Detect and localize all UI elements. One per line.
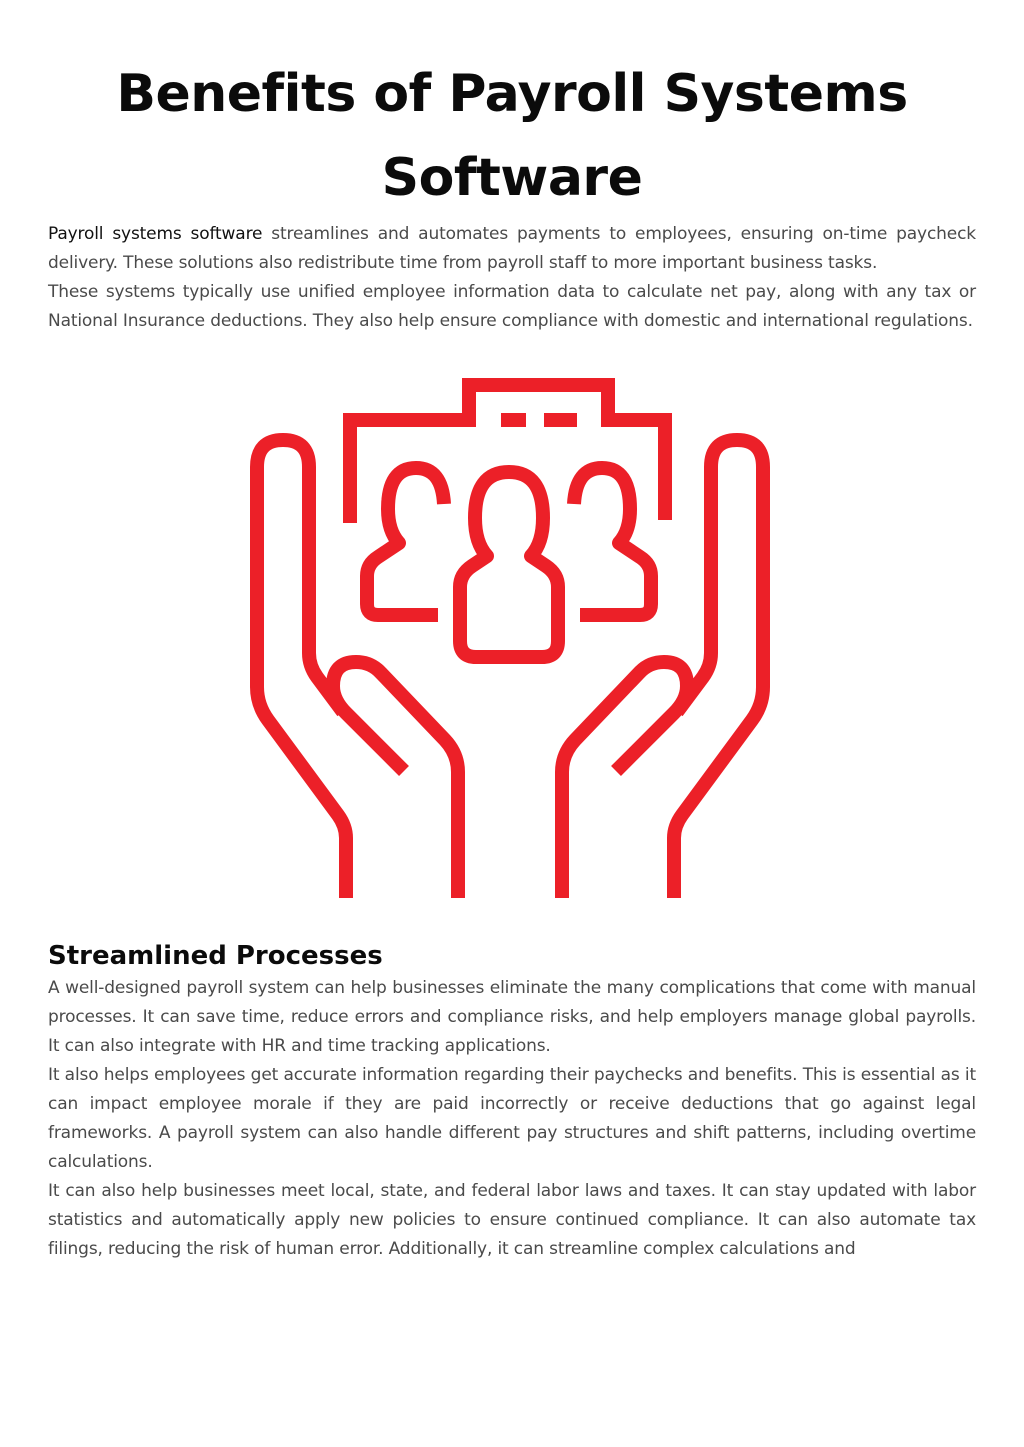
intro-paragraph-2: These systems typically use unified employee information data to calculate net pay, along with any tax or National Insurance deductions. They also help ensure compliance with domestic and international regulations. [48,282,976,331]
person-center [460,472,558,657]
title-line-2: Software [381,148,643,208]
person-right [574,468,651,615]
section-heading: Streamlined Processes [48,941,383,971]
folder-outline [350,385,665,523]
page-title [48,0,976,220]
payroll-software-link[interactable]: Payroll systems software [48,224,263,244]
title-line-1: Benefits of Payroll Systems [116,64,908,124]
section-paragraph-1: A well-designed payroll system can help businesses eliminate the many complications that come with manual processes. It can save time, reduce errors and compliance risks, and help employers manage global payrolls. It can also integrate with HR and time tracking applications. [48,978,976,1056]
intro-paragraph-1 [48,220,976,278]
left-hand [257,440,458,898]
person-left [367,468,444,615]
document-page [48,0,976,1264]
hands-holding-team-icon [250,378,774,900]
section-paragraph-2: It also helps employees get accurate information regarding their paychecks and benefits. This is essential as it can impact employee morale if they are paid incorrectly or receive deductions that go against legal frameworks. A payroll system can also handle different pay structures and shift patterns, including overtime calculations. [48,1065,976,1172]
intro-paragraph-1-text: streamlines and automates payments to employees, ensuring on-time paycheck delivery. These solutions also redistribute time from payroll staff to more important business tasks. [48,224,976,273]
section-paragraph-3: It can also help businesses meet local, state, and federal labor laws and taxes. It can stay updated with labor statistics and automatically apply new policies to ensure continued compliance. It can also automate tax filings, reducing the risk of human error. Additionally, it can streamline complex calculations and [48,1181,976,1259]
